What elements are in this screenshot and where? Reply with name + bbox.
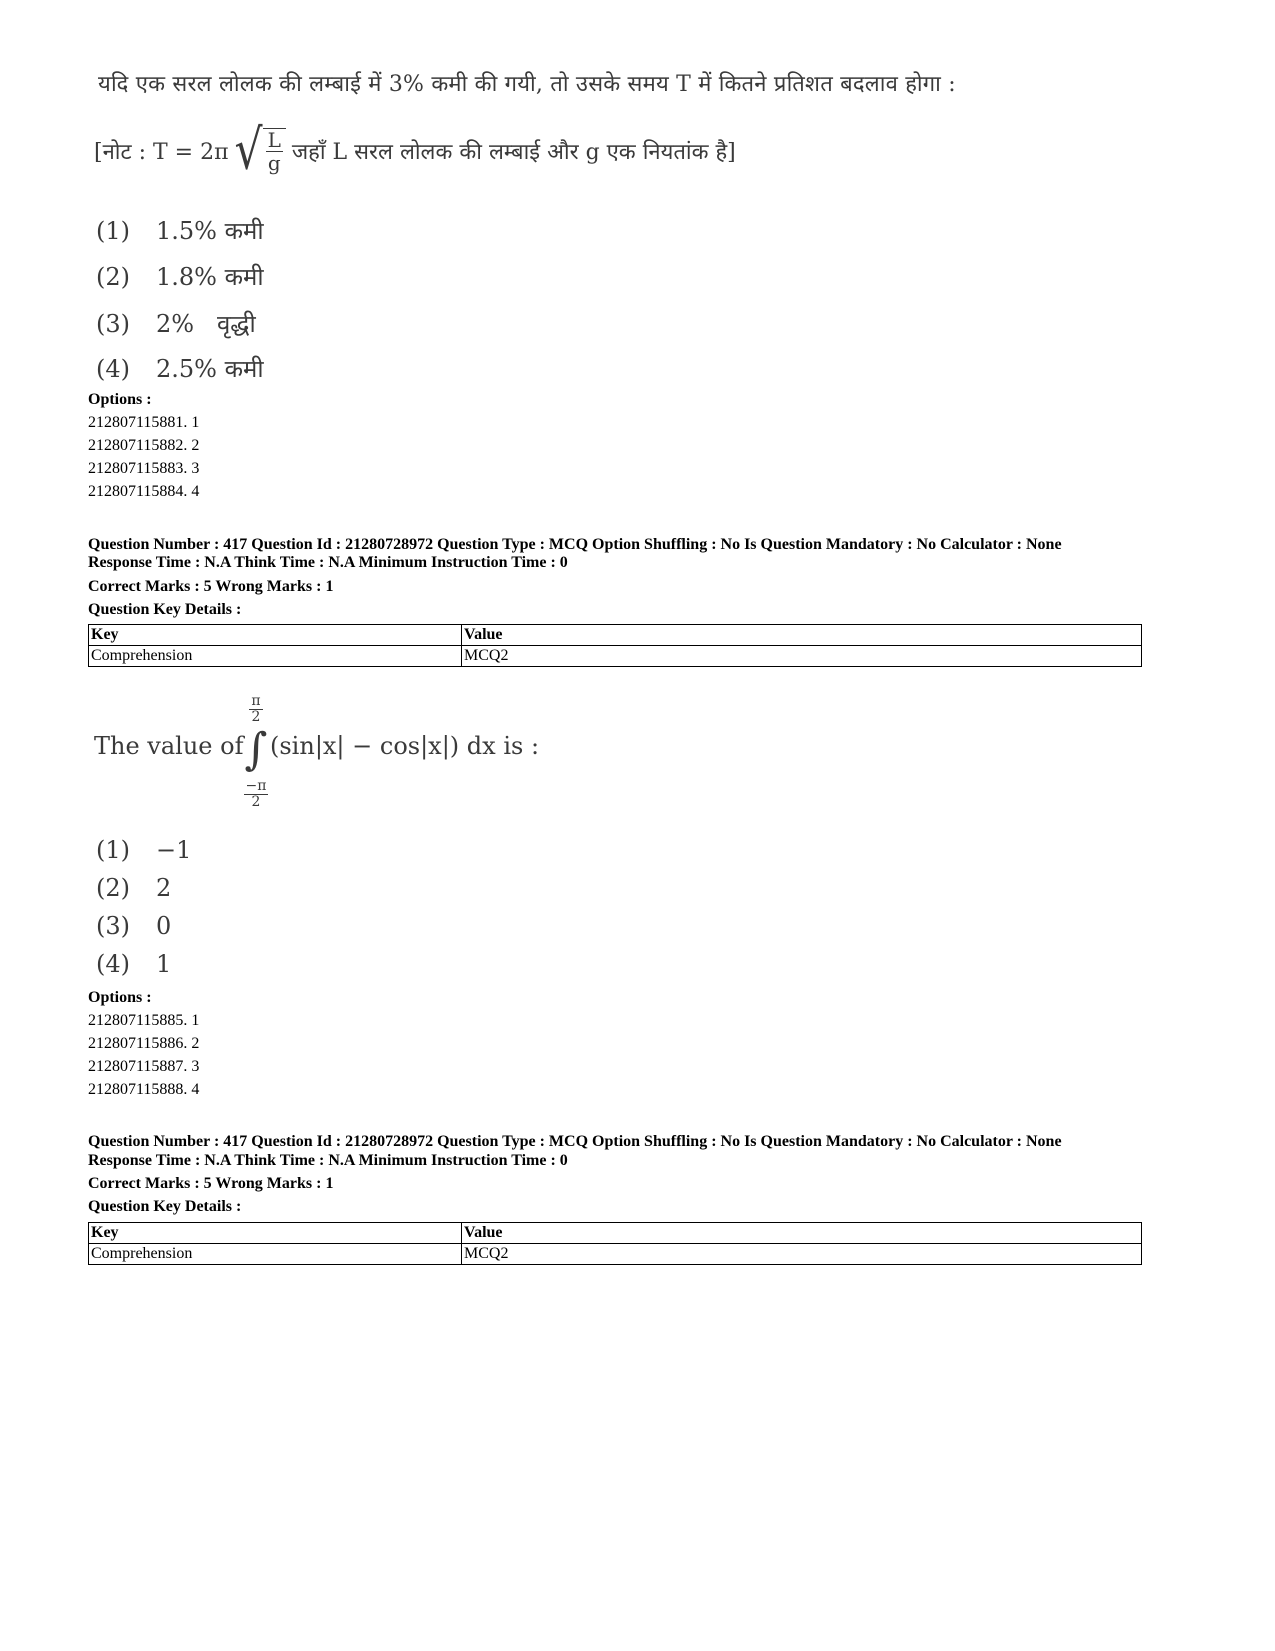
question-a-stem: यदि एक सरल लोलक की लम्बाई में 3% कमी की गयी, तो उसके समय T में कितने प्रतिशत बदलाव होगा : xyxy=(98,72,956,97)
question-meta-line1: Question Number : 417 Question Id : 21280728972 Question Type : MCQ Option Shuffling : No Is Question Mandatory : No Calculator : None xyxy=(88,536,1062,553)
integral-sign-icon: ∫ xyxy=(244,724,268,775)
question-meta-line1: Question Number : 417 Question Id : 21280728972 Question Type : MCQ Option Shuffling : No Is Question Mandatory : No Calculator : None xyxy=(88,1133,1062,1150)
choice-number: (2) xyxy=(96,263,130,291)
table-header-row xyxy=(89,1223,1142,1244)
choice-number: (2) xyxy=(96,874,130,902)
table-cell-value: MCQ2 xyxy=(462,646,1142,667)
table-header-row xyxy=(89,625,1142,646)
table-cell-value: MCQ2 xyxy=(462,1244,1142,1265)
question-meta-line2: Response Time : N.A Think Time : N.A Minimum Instruction Time : 0 xyxy=(88,1152,568,1169)
table-header-value: Value xyxy=(462,625,1142,646)
lower-limit-den: 2 xyxy=(251,794,261,810)
key-details-label: Question Key Details : xyxy=(88,601,242,618)
marks-line: Correct Marks : 5 Wrong Marks : 1 xyxy=(88,578,334,595)
choice-text: 2 xyxy=(156,874,172,902)
table-cell-key: Comprehension xyxy=(89,646,462,667)
question-meta-line2: Response Time : N.A Think Time : N.A Minimum Instruction Time : 0 xyxy=(88,554,568,571)
table-row xyxy=(89,1244,1142,1265)
option-id: 212807115886. 2 xyxy=(88,1035,200,1052)
choice-text: 1 xyxy=(156,950,172,978)
sqrt-icon: √ xyxy=(234,118,263,183)
lower-limit-num: −π xyxy=(245,778,267,794)
marks-line: Correct Marks : 5 Wrong Marks : 1 xyxy=(88,1175,334,1192)
question-a-note xyxy=(94,118,736,183)
option-id: 212807115884. 4 xyxy=(88,483,200,500)
lower-limit xyxy=(244,779,269,810)
sqrt-fraction xyxy=(234,118,286,183)
option-id: 212807115887. 3 xyxy=(88,1058,200,1075)
integrand: (sin|x| − cos|x|) dx is : xyxy=(270,732,540,760)
note-suffix: जहाँ L सरल लोलक की लम्बाई और g एक नियतांक है] xyxy=(291,140,736,165)
fraction xyxy=(263,128,286,174)
choice-number: (4) xyxy=(96,950,130,978)
choice-a1 xyxy=(96,214,264,247)
key-details-table xyxy=(88,624,1142,667)
fraction-numerator: L xyxy=(267,128,281,152)
choice-a3 xyxy=(96,307,256,340)
fraction-denominator: g xyxy=(267,151,281,175)
choice-number: (1) xyxy=(96,836,130,864)
choice-number: (3) xyxy=(96,912,130,940)
table-row xyxy=(89,646,1142,667)
choice-text: 2% वृद्धी xyxy=(156,310,256,338)
choice-text: −1 xyxy=(156,836,192,864)
option-id: 212807115885. 1 xyxy=(88,1012,200,1029)
table-header-key: Key xyxy=(89,1223,462,1244)
option-id: 212807115883. 3 xyxy=(88,460,200,477)
choice-text: 1.8% कमी xyxy=(156,263,264,291)
choice-b2 xyxy=(96,874,171,902)
choice-number: (4) xyxy=(96,355,130,383)
choice-text: 2.5% कमी xyxy=(156,355,264,383)
question-b-lead: The value of xyxy=(94,732,244,760)
key-details-table xyxy=(88,1222,1142,1265)
option-id: 212807115882. 2 xyxy=(88,437,200,454)
choice-number: (3) xyxy=(96,310,130,338)
choice-a4 xyxy=(96,352,264,385)
table-header-key: Key xyxy=(89,625,462,646)
upper-limit-den: 2 xyxy=(251,709,261,725)
choice-text: 1.5% कमी xyxy=(156,217,264,245)
choice-a2 xyxy=(96,260,264,293)
question-b-stem xyxy=(94,690,594,820)
options-label: Options : xyxy=(88,989,152,1006)
option-id: 212807115888. 4 xyxy=(88,1081,200,1098)
choice-b4 xyxy=(96,950,171,978)
upper-limit-num: π xyxy=(251,693,261,709)
table-header-value: Value xyxy=(462,1223,1142,1244)
key-details-label: Question Key Details : xyxy=(88,1198,242,1215)
choice-text: 0 xyxy=(156,912,172,940)
upper-limit xyxy=(249,694,262,725)
choice-b1 xyxy=(96,836,191,864)
options-label: Options : xyxy=(88,391,152,408)
note-prefix: [नोट : T = 2π xyxy=(94,140,229,165)
choice-number: (1) xyxy=(96,217,130,245)
table-cell-key: Comprehension xyxy=(89,1244,462,1265)
choice-b3 xyxy=(96,912,171,940)
option-id: 212807115881. 1 xyxy=(88,414,200,431)
